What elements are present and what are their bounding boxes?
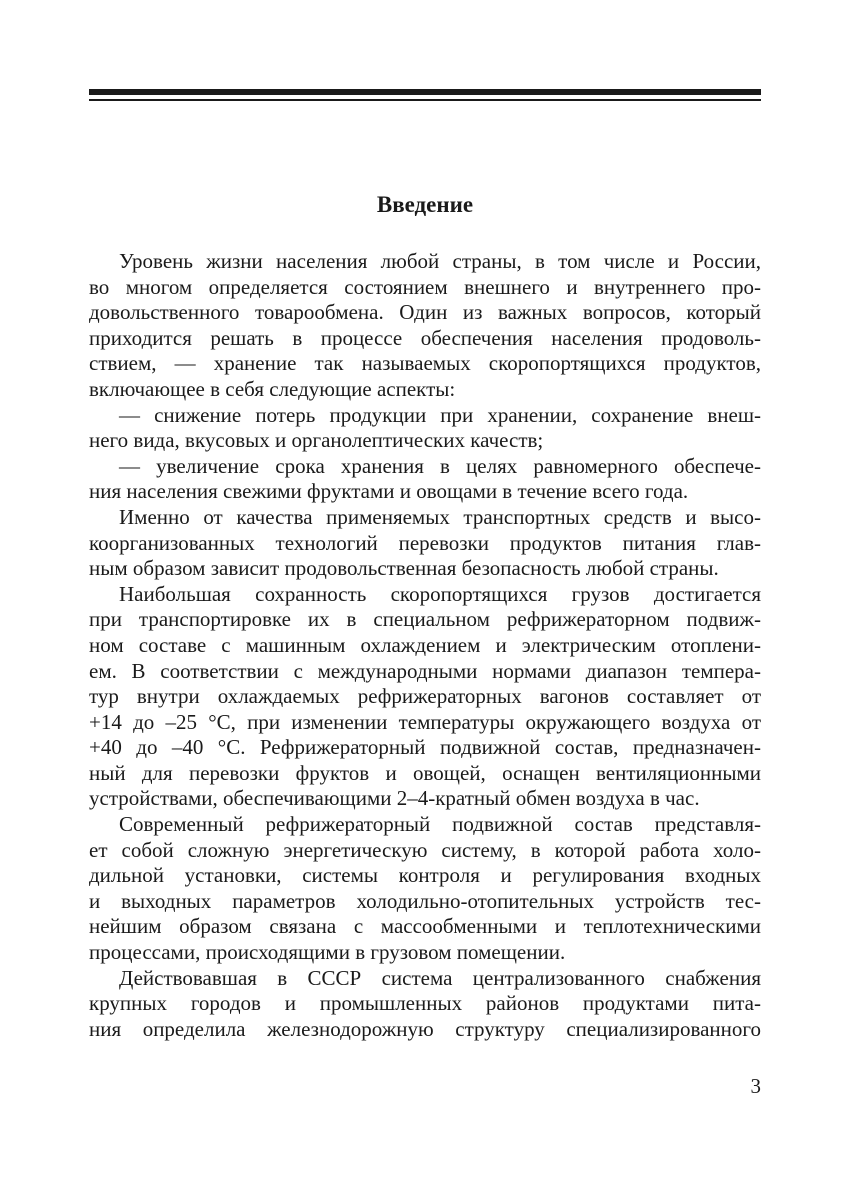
- text-line: крупных городов и промышленных районов продуктами пита-: [89, 991, 761, 1016]
- text-line: нейшим образом связана с массообменными и теплотехническими: [89, 914, 761, 939]
- text-line: во многом определяется состоянием внешнего и внутреннего про-: [89, 274, 761, 299]
- text-line: ном составе с машинным охлаждением и электрическим отоплени-: [89, 632, 761, 657]
- text-line: +40 до –40 °С. Рефрижераторный подвижной состав, предназначен-: [89, 735, 761, 760]
- text-line: Действовавшая в СССР система централизованного снабжения: [119, 965, 761, 990]
- text-line: дильной установки, системы контроля и регулирования входных: [89, 863, 761, 888]
- text-line: ния определила железнодорожную структуру специализированного: [89, 1016, 761, 1041]
- section-title: Введение: [376, 192, 474, 217]
- text-line: Современный рефрижераторный подвижной состав представля-: [119, 812, 761, 837]
- text-line: коорганизованных технологий перевозки продуктов питания глав-: [89, 530, 761, 555]
- text-line: приходится решать в процессе обеспечения населения продоволь-: [89, 325, 761, 350]
- text-line: Наибольшая сохранность скоропортящихся грузов достигается: [119, 581, 761, 606]
- text-line: ния населения свежими фруктами и овощами в течение всего года.: [89, 479, 689, 504]
- text-line: — увеличение срока хранения в целях равномерного обеспече-: [119, 453, 761, 478]
- text-line: ет собой сложную энергетическую систему, в которой работа холо-: [89, 837, 761, 862]
- page-number: 3: [750, 1074, 761, 1098]
- text-line: довольственного товарообмена. Один из важных вопросов, который: [89, 300, 761, 325]
- text-line: Именно от качества применяемых транспортных средств и высо-: [119, 504, 761, 529]
- text-line: процессами, происходящими в грузовом помещении.: [89, 940, 566, 965]
- header-rule-thin: [89, 99, 761, 101]
- text-line: при транспортировке их в специальном рефрижераторном подвиж-: [89, 607, 761, 632]
- text-line: и выходных параметров холодильно-отопительных устройств тес-: [89, 888, 761, 913]
- text-line: ем. В соответствии с международными нормами диапазон темпера-: [89, 658, 761, 683]
- text-line: устройствами, обеспечивающими 2–4-кратный обмен воздуха в час.: [89, 786, 700, 811]
- text-line: ствием, — хранение так называемых скоропортящихся продуктов,: [89, 351, 761, 376]
- text-line: Уровень жизни населения любой страны, в том числе и России,: [119, 249, 761, 273]
- text-line: него вида, вкусовых и органолептических качеств;: [89, 428, 544, 453]
- text-line: включающее в себя следующие аспекты:: [89, 376, 456, 401]
- body-text: [89, 249, 761, 1042]
- text-line: +14 до –25 °С, при изменении температуры окружающего воздуха от: [89, 709, 761, 734]
- header-rule-thick: [89, 89, 761, 95]
- text-line: — снижение потерь продукции при хранении, сохранение внеш-: [119, 402, 761, 427]
- text-line: ный для перевозки фруктов и овощей, оснащен вентиляционными: [89, 760, 761, 785]
- text-line: ным образом зависит продовольственная безопасность любой страны.: [89, 556, 719, 581]
- text-line: тур внутри охлаждаемых рефрижераторных вагонов составляет от: [89, 684, 761, 709]
